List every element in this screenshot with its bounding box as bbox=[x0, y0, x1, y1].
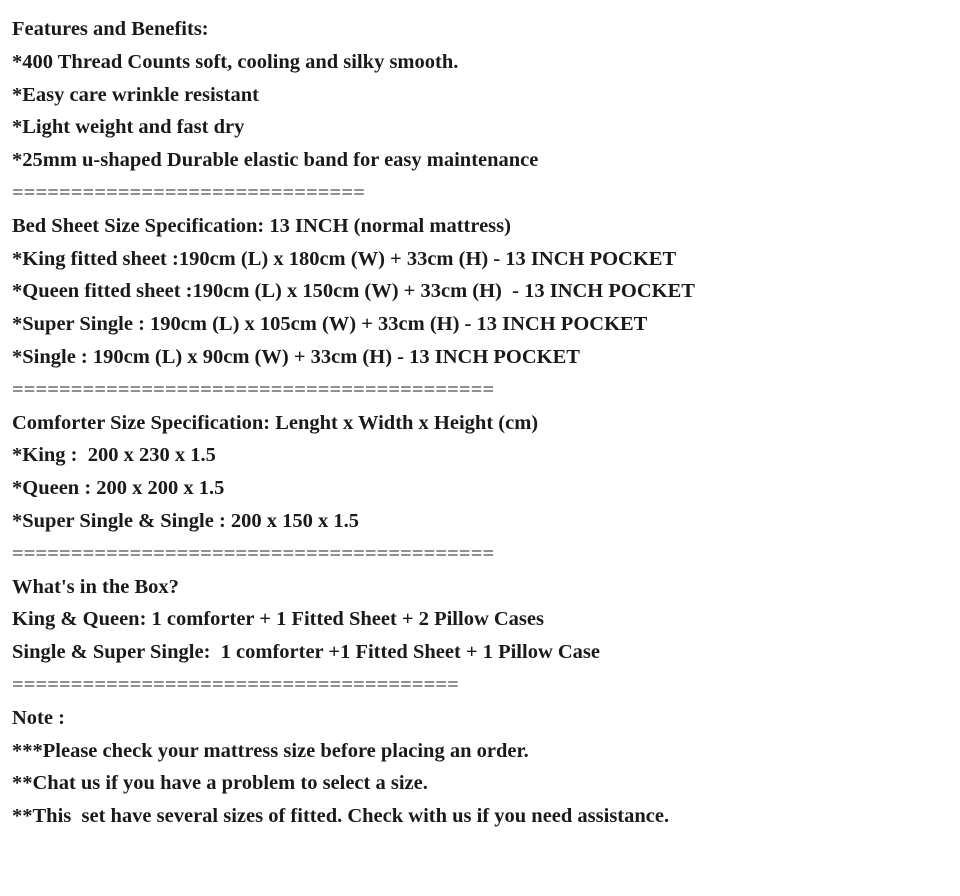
note-item: **This set have several sizes of fitted. Check with us if you need assistance. bbox=[12, 805, 670, 828]
bedsheet-spec-item: *King fitted sheet :190cm (L) x 180cm (W) + 33cm (H) - 13 INCH POCKET bbox=[12, 247, 677, 270]
note-item: ***Please check your mattress size before placing an order. bbox=[12, 739, 529, 762]
separator-line: ========================================= bbox=[12, 378, 495, 401]
separator-line: ====================================== bbox=[12, 673, 459, 696]
product-description bbox=[12, 13, 942, 833]
box-contents-item: Single & Super Single: 1 comforter +1 Fitted Sheet + 1 Pillow Case bbox=[12, 641, 601, 664]
box-contents-item: King & Queen: 1 comforter + 1 Fitted Sheet + 2 Pillow Cases bbox=[12, 608, 544, 631]
features-heading: Features and Benefits: bbox=[12, 18, 209, 40]
bedsheet-spec-item: *Single : 190cm (L) x 90cm (W) + 33cm (H) - 13 INCH POCKET bbox=[12, 345, 580, 368]
separator-line: ========================================= bbox=[12, 542, 495, 565]
bedsheet-spec-heading: Bed Sheet Size Specification: 13 INCH (normal mattress) bbox=[12, 214, 511, 237]
comforter-spec-item: *King : 200 x 230 x 1.5 bbox=[12, 444, 216, 467]
comforter-spec-item: *Queen : 200 x 200 x 1.5 bbox=[12, 477, 225, 500]
feature-item: *400 Thread Counts soft, cooling and silky smooth. bbox=[12, 50, 459, 73]
comforter-spec-heading: Comforter Size Specification: Lenght x Width x Height (cm) bbox=[12, 411, 539, 434]
bedsheet-spec-item: *Queen fitted sheet :190cm (L) x 150cm (W) + 33cm (H) - 13 INCH POCKET bbox=[12, 280, 695, 303]
note-item: **Chat us if you have a problem to select a size. bbox=[12, 772, 428, 795]
feature-item: *25mm u-shaped Durable elastic band for easy maintenance bbox=[12, 149, 539, 172]
comforter-spec-item: *Super Single & Single : 200 x 150 x 1.5 bbox=[12, 509, 360, 532]
note-heading: Note : bbox=[12, 706, 65, 729]
bedsheet-spec-item: *Super Single : 190cm (L) x 105cm (W) + 33cm (H) - 13 INCH POCKET bbox=[12, 313, 648, 336]
feature-item: *Light weight and fast dry bbox=[12, 116, 245, 139]
feature-item: *Easy care wrinkle resistant bbox=[12, 83, 259, 106]
box-contents-heading: What's in the Box? bbox=[12, 575, 179, 598]
separator-line: ============================== bbox=[12, 181, 365, 204]
